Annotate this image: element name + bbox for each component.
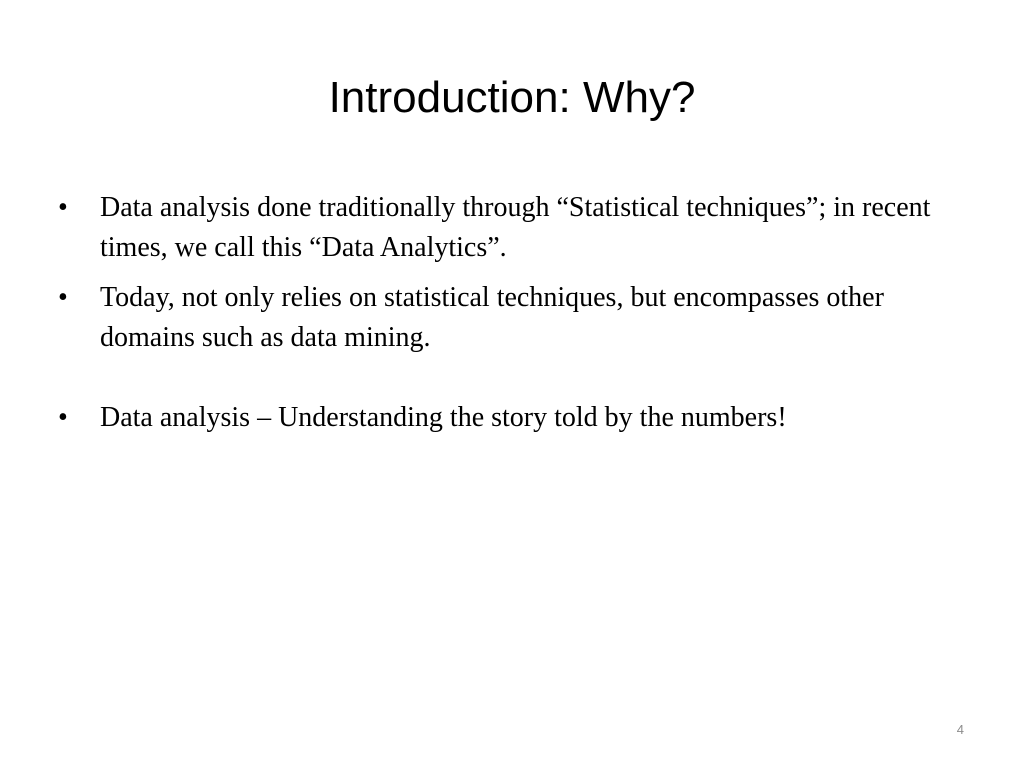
bullet-dot-icon: •	[58, 402, 68, 433]
bullet-item	[58, 398, 958, 438]
page-number: 4	[956, 722, 964, 737]
slide-title: Introduction: Why?	[328, 73, 696, 122]
bullet-dot-icon: •	[58, 192, 68, 223]
bullet-list	[58, 188, 958, 438]
bullet-text: Data analysis done traditionally through “Statistical techniques”; in recent times, we call this “Data Analytics”.	[100, 192, 931, 263]
bullet-text: Today, not only relies on statistical techniques, but encompasses other domains such as data mining.	[100, 282, 884, 353]
bullet-text: Data analysis – Understanding the story told by the numbers!	[100, 402, 787, 433]
bullet-dot-icon: •	[58, 282, 68, 313]
bullet-item	[58, 278, 958, 358]
bullet-item	[58, 188, 958, 268]
